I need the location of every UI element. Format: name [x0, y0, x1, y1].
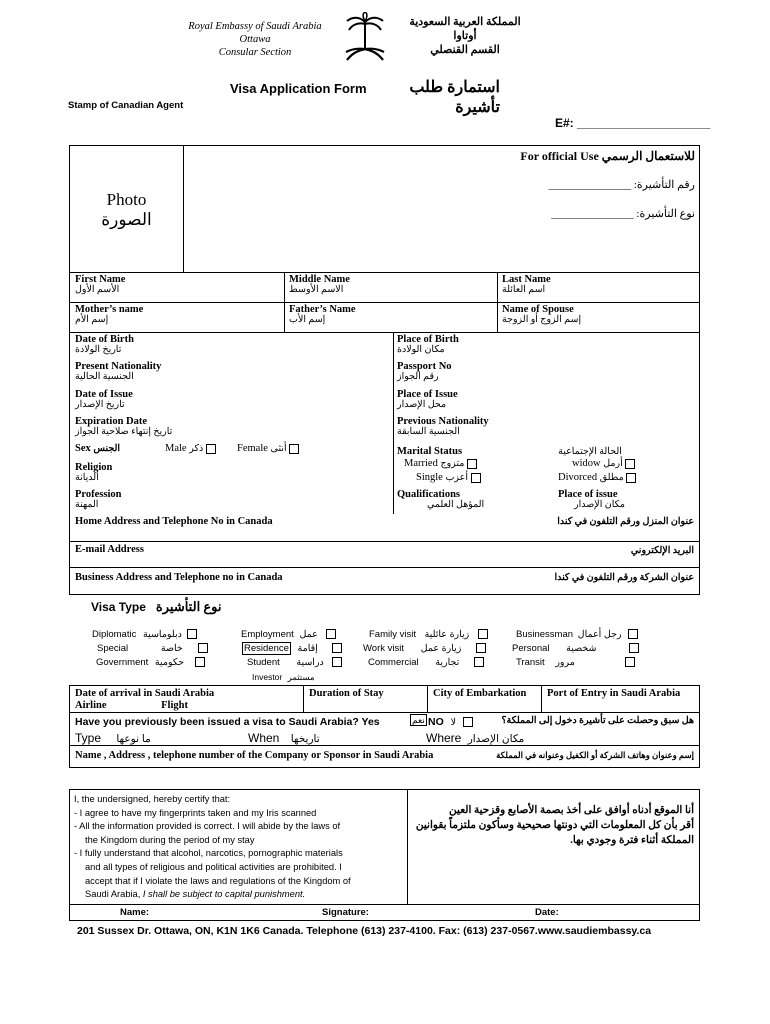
employment-label: Employment	[241, 629, 294, 640]
poi-ar: محل الإصدار	[397, 400, 447, 410]
work-checkbox[interactable]	[476, 643, 486, 653]
option-businessman[interactable]	[516, 629, 638, 640]
transit-label: Transit	[516, 657, 545, 668]
option-student[interactable]	[247, 657, 342, 668]
family-label: Family visit	[369, 629, 416, 640]
doi-label: Date of Issue	[75, 389, 133, 400]
commercial-ar: تجارية	[435, 657, 460, 668]
signature-field[interactable]: Signature:	[322, 907, 369, 918]
previous-visa-yes[interactable]	[410, 715, 427, 726]
where-ar: مكان الإصدار	[467, 733, 525, 745]
decl-line-8b: I shall be subject to capital punishment.	[142, 889, 306, 900]
employment-ar: عمل	[299, 629, 318, 640]
field-qualifications[interactable]	[397, 489, 484, 511]
field-expiration-date[interactable]	[75, 416, 172, 438]
single-ar: أعزب	[445, 473, 468, 483]
last-name-label: Last Name	[502, 274, 551, 285]
option-divorced[interactable]	[558, 472, 636, 483]
special-ar: خاصة	[160, 643, 183, 654]
mother-name-label: Mother’s name	[75, 304, 144, 315]
decl-line-6: and all types of religious and political activities are prohibited. I	[85, 861, 342, 872]
e-number: E#: ____________________	[555, 116, 711, 130]
female-checkbox[interactable]	[289, 444, 299, 454]
dob-label: Date of Birth	[75, 334, 134, 345]
embassy-line-1: Royal Embassy of Saudi Arabia	[188, 21, 322, 32]
commercial-checkbox[interactable]	[474, 657, 484, 667]
option-employment[interactable]	[241, 629, 336, 640]
decl-line-8	[74, 888, 404, 902]
footer-address: 201 Sussex Dr. Ottawa, ON, K1N 1K6 Canada. Telephone (613) 237-4100. Fax: (613) 237-0567.www.saudiembassy.ca	[77, 925, 652, 937]
decl-line-8a: Saudi Arabia,	[85, 889, 143, 900]
type-label: Type	[75, 731, 102, 745]
official-use-heading	[470, 149, 695, 164]
embassy-line-ar-1: المملكة العربية السعودية	[409, 16, 521, 28]
business-address-ar: عنوان الشركة ورقم التلفون في كندا	[554, 573, 694, 583]
male-ar: ذكر	[189, 444, 204, 454]
special-checkbox[interactable]	[198, 643, 208, 653]
official-ar: للاستعمال الرسمي	[601, 149, 695, 163]
expiry-ar: تاريخ إنتهاء صلاحية الجواز	[75, 427, 173, 437]
option-commercial[interactable]	[368, 657, 484, 668]
decl-line-7: accept that if I violate the laws and regulations of the Kingdom of	[85, 875, 351, 886]
stamp-label: Stamp of Canadian Agent	[68, 100, 184, 111]
religion-ar: الديانة	[75, 473, 99, 483]
form-title-ar: استمارة طلب تأشيرة	[409, 79, 500, 116]
port-of-entry-label[interactable]: Port of Entry in Saudi Arabia	[547, 688, 681, 699]
embassy-line-3: Consular Section	[218, 47, 292, 58]
when-ar: تاريخها	[290, 733, 320, 745]
option-male[interactable]	[165, 443, 216, 454]
field-profession[interactable]	[75, 489, 121, 511]
personal-label: Personal	[512, 643, 550, 654]
businessman-ar: رجل أعمال	[577, 629, 622, 640]
field-date-of-birth[interactable]	[75, 334, 134, 356]
special-label: Special	[97, 643, 129, 654]
poi-label: Place of Issue	[397, 389, 458, 400]
embassy-line-2: Ottawa	[239, 34, 271, 45]
work-ar: زيارة عمل	[420, 643, 462, 654]
field-place-of-birth[interactable]	[397, 334, 459, 356]
sponsor-ar: إسم وعنوان وهاتف الشركة أو الكفيل وعنوانه في المملكة	[496, 750, 694, 760]
first-name-ar: الأسم الأول	[75, 285, 120, 295]
prev-nat-ar: الجنسية السابقة	[397, 427, 460, 437]
embarkation-label[interactable]: City of Embarkation	[433, 688, 527, 699]
declaration-en	[74, 793, 404, 902]
embassy-line-ar-3: القسم القنصلي	[430, 44, 500, 56]
passport-ar: رقم الجواز	[397, 372, 439, 382]
field-sex	[75, 443, 120, 454]
visa-type-heading	[91, 598, 222, 616]
no-label: NO	[428, 716, 444, 728]
government-ar: حكومية	[154, 657, 184, 668]
profession-label: Profession	[75, 489, 122, 500]
field-last-name[interactable]	[502, 274, 551, 296]
yes-ar: نعم	[412, 715, 425, 725]
decl-ar-1: أنا الموقع أدناه أوافق على أخذ بصمة الأصابع وقزحية العين	[449, 805, 694, 816]
student-checkbox[interactable]	[332, 657, 342, 667]
divorced-label: Divorced	[558, 472, 598, 483]
diplomatic-ar: دبلوماسية	[143, 629, 182, 640]
official-visa-no: _______________ :رقم التأشيرة	[548, 179, 695, 191]
government-checkbox[interactable]	[195, 657, 205, 667]
no-checkbox[interactable]	[463, 717, 473, 727]
residence-checkbox[interactable]	[332, 643, 342, 653]
decl-ar-2: أقر بأن كل المعلومات التي دونتها صحيحية وسأكون ملتزماً بقوانين	[415, 820, 694, 831]
saudi-emblem-icon	[342, 12, 388, 68]
sex-ar: الجنس	[93, 444, 121, 454]
female-ar: أنثى	[270, 444, 287, 454]
option-widow[interactable]	[572, 458, 635, 469]
decl-line-4: the Kingdom during the period of my stay	[85, 834, 255, 845]
arrival-en: Date of arrival in Saudi Arabia	[75, 688, 215, 699]
marital-status-label: Marital Status	[397, 446, 463, 457]
name-field[interactable]: Name:	[120, 907, 150, 918]
home-address-label[interactable]: Home Address and Telephone No in Canada	[75, 516, 273, 527]
type-ar: ما نوعها	[116, 733, 151, 745]
embassy-name-ar	[400, 15, 530, 57]
field-passport-no[interactable]	[397, 361, 452, 383]
expiry-label: Expiration Date	[75, 416, 148, 427]
field-place-of-issue[interactable]	[397, 389, 458, 411]
field-spouse-name[interactable]	[502, 304, 581, 326]
official-visa-type: _______________ :نوع التأشيرة	[551, 208, 695, 220]
where-label: Where	[426, 731, 462, 745]
option-single[interactable]	[416, 472, 481, 483]
previous-visa-question: Have you previously been issued a visa to Saudi Arabia? Yes	[75, 716, 380, 728]
option-female[interactable]	[237, 443, 299, 454]
option-married[interactable]	[404, 458, 477, 469]
qual-ar: المؤهل العلمي	[427, 500, 485, 510]
middle-name-ar: الاسم الأوسط	[289, 285, 344, 295]
prev-nat-label: Previous Nationality	[397, 416, 489, 427]
divorced-ar: مطلق	[599, 473, 624, 483]
duration-label[interactable]: Duration of Stay	[309, 688, 384, 699]
embassy-line-ar-2: أوتاوا	[453, 30, 477, 42]
place-issue-ar: مكان الإصدار	[574, 500, 625, 510]
field-place-of-issue-2[interactable]	[558, 489, 625, 511]
home-address-ar: عنوان المنزل ورقم التلفون في كندا	[557, 517, 694, 527]
mother-name-ar: إسم الأم	[75, 315, 109, 325]
visa-type-ar: نوع التأشيرة	[155, 599, 222, 614]
decl-line-1: I, the undersigned, hereby certify that:	[74, 794, 231, 804]
email-ar: البريد الإلكتروني	[630, 546, 694, 556]
field-date-of-issue[interactable]	[75, 389, 133, 411]
field-religion[interactable]	[75, 462, 112, 484]
option-government[interactable]	[96, 657, 205, 668]
residence-ar: إقامة	[297, 643, 318, 654]
date-field[interactable]: Date:	[535, 907, 559, 918]
field-first-name[interactable]	[75, 274, 125, 296]
business-address-label[interactable]: Business Address and Telephone no in Canada	[75, 572, 283, 583]
no-ar: لا	[450, 717, 457, 728]
official-en: For official Use	[520, 149, 599, 163]
field-middle-name[interactable]	[289, 274, 350, 296]
embassy-name-en	[160, 20, 350, 59]
businessman-label: Businessman	[516, 629, 574, 640]
photo-en: Photo	[106, 190, 147, 209]
option-work-visit[interactable]	[363, 643, 486, 654]
doi-ar: تاريخ الإصدار	[75, 400, 125, 410]
divorced-checkbox[interactable]	[626, 473, 636, 483]
option-investor[interactable]	[252, 672, 315, 683]
place-issue-label: Place of issue	[558, 489, 618, 500]
residence-label: Residence	[244, 643, 289, 654]
when-label: When	[248, 731, 280, 745]
widow-checkbox[interactable]	[625, 459, 635, 469]
widow-ar: أرمل	[603, 459, 623, 469]
single-checkbox[interactable]	[471, 473, 481, 483]
student-label: Student	[247, 657, 280, 668]
personal-ar: شخصية	[566, 643, 597, 654]
male-checkbox[interactable]	[206, 444, 216, 454]
nationality-label: Present Nationality	[75, 361, 162, 372]
family-ar: زيارة عائلية	[424, 629, 470, 640]
businessman-checkbox[interactable]	[628, 629, 638, 639]
diplomatic-label: Diplomatic	[92, 629, 137, 640]
field-previous-nationality[interactable]	[397, 416, 489, 438]
previous-visa-no[interactable]	[428, 716, 473, 728]
passport-label: Passport No	[397, 361, 452, 372]
personal-checkbox[interactable]	[629, 643, 639, 653]
option-diplomatic[interactable]	[92, 629, 197, 640]
previous-visa-when[interactable]	[248, 731, 320, 745]
field-mother-name[interactable]	[75, 304, 143, 326]
field-present-nationality[interactable]	[75, 361, 161, 383]
sponsor-label[interactable]: Name , Address , telephone number of the Company or Sponsor in Saudi Arabia	[75, 750, 434, 761]
option-family-visit[interactable]	[369, 629, 488, 640]
nationality-ar: الجنسية الحالية	[75, 372, 134, 382]
spouse-name-ar: إسم الزوج أو الزوجة	[502, 315, 582, 325]
previous-visa-type[interactable]	[75, 731, 151, 745]
visa-type-en: Visa Type	[91, 600, 146, 614]
employment-checkbox[interactable]	[326, 629, 336, 639]
government-label: Government	[96, 657, 149, 668]
option-personal[interactable]	[512, 643, 639, 654]
option-special[interactable]	[97, 643, 208, 654]
profession-ar: المهنة	[75, 500, 99, 510]
pob-label: Place of Birth	[397, 334, 459, 345]
investor-ar: مستثمر	[287, 672, 315, 682]
married-label: Married	[404, 458, 438, 469]
widow-label: widow	[572, 458, 601, 469]
decl-line-3: - All the information provided is correct. I will abide by the laws of	[74, 821, 341, 832]
decl-line-5: - I fully understand that alcohol, narcotics, pornographic materials	[74, 848, 343, 859]
previous-visa-question-ar: هل سبق وحصلت على تأشيرة دخول إلى المملكة؟	[501, 716, 694, 726]
form-title-en: Visa Application Form	[230, 81, 367, 96]
decl-ar-3: المملكة أثناء فترة وجودي بها.	[570, 835, 694, 846]
transit-ar: مرور	[555, 657, 575, 668]
married-checkbox[interactable]	[467, 459, 477, 469]
field-father-name[interactable]	[289, 304, 356, 326]
spouse-name-label: Name of Spouse	[502, 304, 574, 315]
airline-label: Airline	[75, 700, 107, 711]
father-name-ar: إسم الأب	[289, 315, 326, 325]
last-name-ar: اسم العائلة	[502, 285, 546, 295]
family-checkbox[interactable]	[478, 629, 488, 639]
option-transit[interactable]	[516, 657, 635, 668]
female-label: Female	[237, 443, 268, 454]
student-ar: دراسية	[296, 657, 324, 668]
airline-flight	[75, 700, 214, 712]
father-name-label: Father’s Name	[289, 304, 356, 315]
work-label: Work visit	[363, 643, 404, 654]
first-name-label: First Name	[75, 274, 126, 285]
single-label: Single	[416, 472, 443, 483]
photo-ar: الصورة	[101, 210, 152, 229]
email-label[interactable]: E-mail Address	[75, 544, 144, 555]
dob-ar: تاريخ الولادة	[75, 345, 122, 355]
middle-name-label: Middle Name	[289, 274, 350, 285]
investor-label: Investor	[252, 672, 283, 682]
previous-visa-where[interactable]	[426, 731, 524, 745]
marital-status-ar: الحالة الإجتماعية	[558, 447, 622, 457]
pob-ar: مكان الولادة	[397, 345, 445, 355]
declaration-ar	[412, 803, 694, 848]
male-label: Male	[165, 443, 187, 454]
decl-line-2: - I agree to have my fingerprints taken and my Iris scanned	[74, 807, 317, 818]
qual-label: Qualifications	[397, 489, 461, 500]
flight-label: Flight	[161, 700, 188, 711]
commercial-label: Commercial	[368, 657, 419, 668]
photo-label	[70, 190, 183, 230]
arrival-date-label[interactable]	[75, 688, 214, 712]
sex-label: Sex	[75, 443, 91, 454]
married-ar: متزوج	[440, 459, 465, 469]
option-residence[interactable]	[242, 643, 342, 654]
diplomatic-checkbox[interactable]	[187, 629, 197, 639]
transit-checkbox[interactable]	[625, 657, 635, 667]
religion-label: Religion	[75, 462, 113, 473]
